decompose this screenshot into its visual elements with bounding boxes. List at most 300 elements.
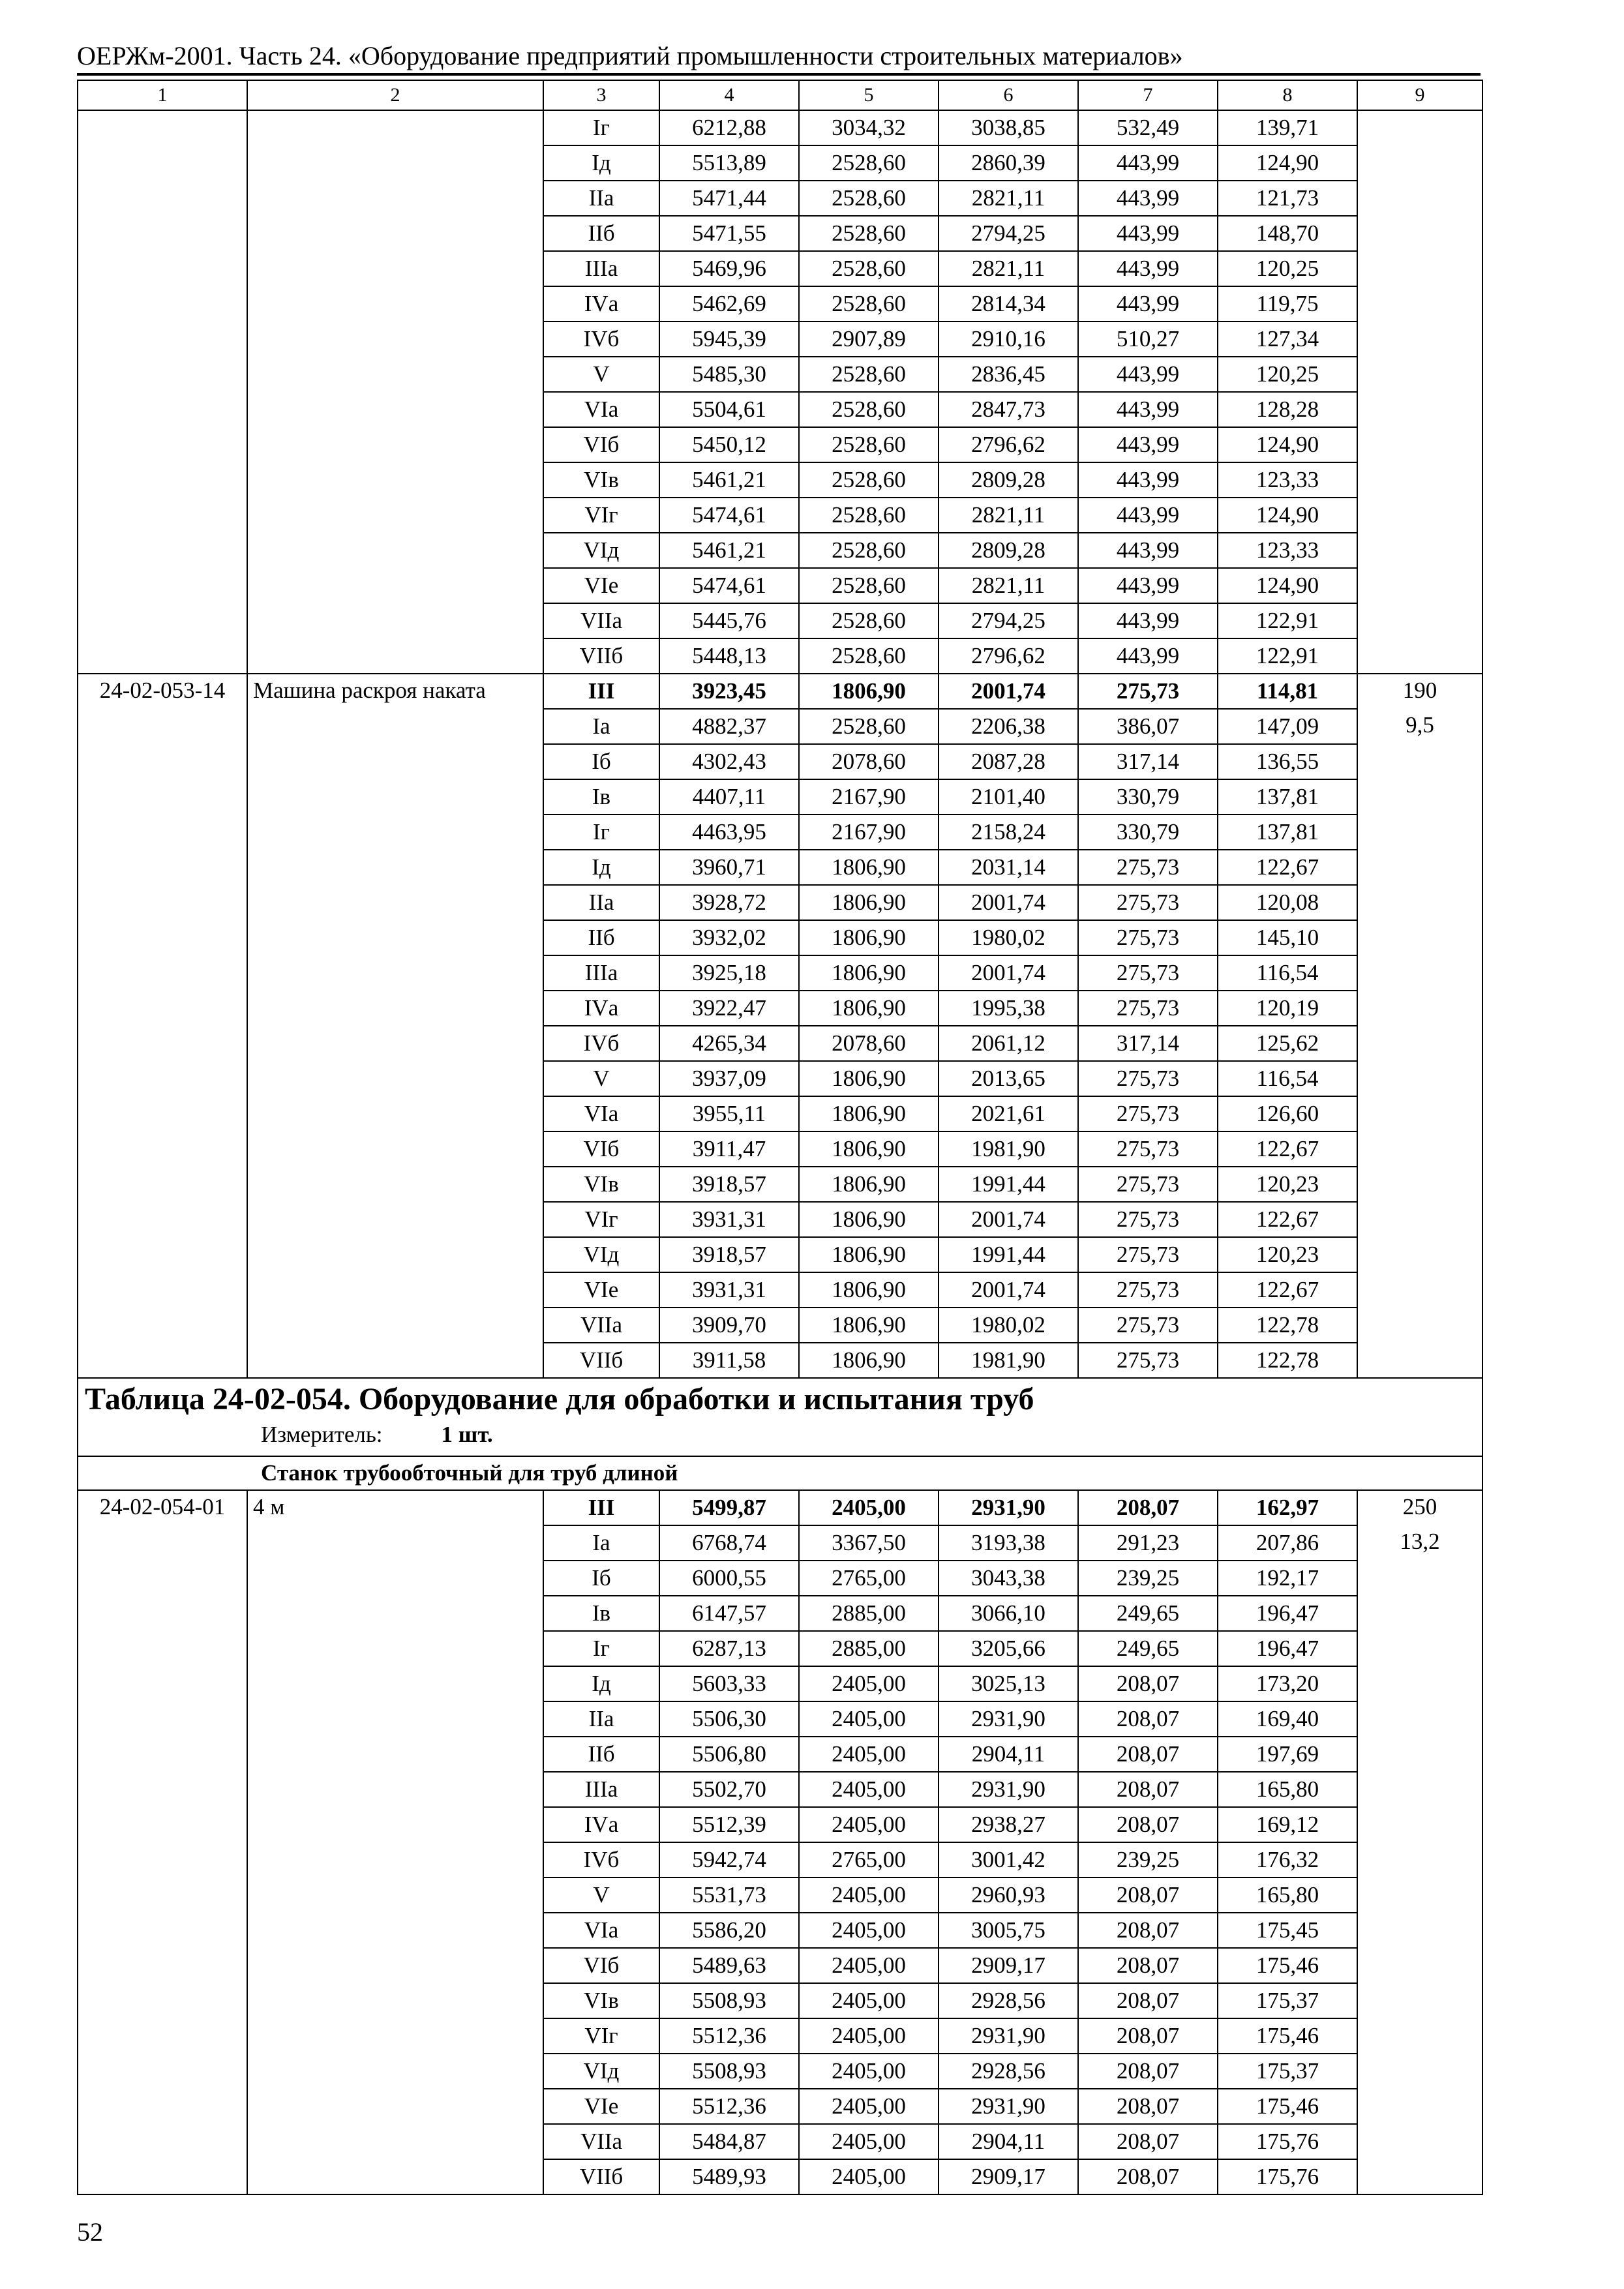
unit-label: Измеритель: bbox=[261, 1422, 383, 1447]
materials-cell: 128,28 bbox=[1218, 392, 1357, 427]
col9-cell bbox=[1357, 1983, 1482, 2018]
col9-cell bbox=[1357, 1631, 1482, 1666]
table-row bbox=[78, 1596, 1482, 1631]
column-number: 7 bbox=[1078, 80, 1218, 110]
total-cell: 5945,39 bbox=[659, 322, 799, 357]
zone-cell: VIд bbox=[543, 2054, 659, 2089]
total-cell: 5450,12 bbox=[659, 427, 799, 462]
code-cell bbox=[78, 991, 247, 1026]
wage-cell: 2528,60 bbox=[799, 638, 939, 674]
materials-cell: 122,67 bbox=[1218, 850, 1357, 885]
materials-cell: 124,90 bbox=[1218, 427, 1357, 462]
name-cell bbox=[247, 568, 543, 603]
code-cell bbox=[78, 427, 247, 462]
table-row bbox=[78, 920, 1482, 955]
wage-cell: 1806,90 bbox=[799, 920, 939, 955]
unit-value: 1 шт. bbox=[441, 1422, 493, 1447]
machine-cell: 2821,11 bbox=[939, 251, 1078, 286]
total-cell: 5461,21 bbox=[659, 462, 799, 498]
wage-cell: 2405,00 bbox=[799, 1983, 939, 2018]
code-cell bbox=[78, 2089, 247, 2124]
wage-cell: 1806,90 bbox=[799, 1061, 939, 1096]
wage-cell: 2885,00 bbox=[799, 1631, 939, 1666]
machine-cell: 2001,74 bbox=[939, 1202, 1078, 1237]
machine-cell: 2031,14 bbox=[939, 850, 1078, 885]
table-row bbox=[78, 322, 1482, 357]
wage-cell: 2167,90 bbox=[799, 779, 939, 815]
machine-cell: 2931,90 bbox=[939, 2089, 1078, 2124]
total-cell: 3918,57 bbox=[659, 1167, 799, 1202]
driver-wage-cell: 443,99 bbox=[1078, 392, 1218, 427]
total-cell: 5484,87 bbox=[659, 2124, 799, 2159]
table-body-part-2 bbox=[78, 1490, 1482, 2194]
col9-cell bbox=[1357, 1343, 1482, 1378]
col9-cell bbox=[1357, 1167, 1482, 1202]
code-cell bbox=[78, 850, 247, 885]
materials-cell: 124,90 bbox=[1218, 145, 1357, 181]
total-cell: 3928,72 bbox=[659, 885, 799, 920]
name-cell bbox=[247, 2054, 543, 2089]
driver-wage-cell: 208,07 bbox=[1078, 1701, 1218, 1737]
materials-cell: 120,08 bbox=[1218, 885, 1357, 920]
code-cell bbox=[78, 1807, 247, 1842]
col9-cell bbox=[1357, 1131, 1482, 1167]
zone-cell: VIе bbox=[543, 1272, 659, 1308]
col9-cell: 9,5 bbox=[1357, 709, 1482, 744]
total-cell: 5469,96 bbox=[659, 251, 799, 286]
col9-cell bbox=[1357, 1202, 1482, 1237]
code-cell bbox=[78, 1131, 247, 1167]
table-row bbox=[78, 2159, 1482, 2194]
zone-cell: VIб bbox=[543, 1131, 659, 1167]
driver-wage-cell: 208,07 bbox=[1078, 1737, 1218, 1772]
machine-cell: 2013,65 bbox=[939, 1061, 1078, 1096]
wage-cell: 2167,90 bbox=[799, 815, 939, 850]
driver-wage-cell: 275,73 bbox=[1078, 920, 1218, 955]
unit-line bbox=[85, 1420, 1482, 1449]
total-cell: 5513,89 bbox=[659, 145, 799, 181]
code-cell: 24-02-053-14 bbox=[78, 674, 247, 709]
col9-cell bbox=[1357, 850, 1482, 885]
name-cell bbox=[247, 1631, 543, 1666]
zone-cell: VIг bbox=[543, 2018, 659, 2054]
col9-cell bbox=[1357, 991, 1482, 1026]
code-cell bbox=[78, 498, 247, 533]
driver-wage-cell: 443,99 bbox=[1078, 603, 1218, 638]
table-row bbox=[78, 779, 1482, 815]
wage-cell: 2405,00 bbox=[799, 1490, 939, 1525]
code-cell bbox=[78, 322, 247, 357]
total-cell: 5586,20 bbox=[659, 1913, 799, 1948]
total-cell: 6147,57 bbox=[659, 1596, 799, 1631]
name-cell bbox=[247, 638, 543, 674]
col9-cell bbox=[1357, 1807, 1482, 1842]
name-cell bbox=[247, 1167, 543, 1202]
table-row bbox=[78, 1666, 1482, 1701]
header-rule bbox=[77, 73, 1481, 76]
table-row bbox=[78, 1701, 1482, 1737]
name-cell bbox=[247, 955, 543, 991]
col9-cell bbox=[1357, 638, 1482, 674]
name-cell bbox=[247, 1026, 543, 1061]
wage-cell: 1806,90 bbox=[799, 1272, 939, 1308]
price-table bbox=[77, 80, 1483, 2195]
materials-cell: 122,67 bbox=[1218, 1202, 1357, 1237]
col9-cell bbox=[1357, 498, 1482, 533]
materials-cell: 196,47 bbox=[1218, 1631, 1357, 1666]
materials-cell: 124,90 bbox=[1218, 498, 1357, 533]
driver-wage-cell: 510,27 bbox=[1078, 322, 1218, 357]
materials-cell: 173,20 bbox=[1218, 1666, 1357, 1701]
code-cell bbox=[78, 603, 247, 638]
total-cell: 3923,45 bbox=[659, 674, 799, 709]
wage-cell: 2405,00 bbox=[799, 1701, 939, 1737]
name-cell: Машина раскроя наката bbox=[247, 674, 543, 709]
code-cell bbox=[78, 1167, 247, 1202]
name-cell bbox=[247, 1308, 543, 1343]
name-cell bbox=[247, 1878, 543, 1913]
machine-cell: 3025,13 bbox=[939, 1666, 1078, 1701]
name-cell: 4 м bbox=[247, 1490, 543, 1525]
table-row bbox=[78, 674, 1482, 709]
wage-cell: 2528,60 bbox=[799, 357, 939, 392]
materials-cell: 126,60 bbox=[1218, 1096, 1357, 1131]
code-cell bbox=[78, 638, 247, 674]
code-cell bbox=[78, 920, 247, 955]
code-cell bbox=[78, 568, 247, 603]
subheader: Станок трубообточный для труб длиной bbox=[78, 1456, 1482, 1490]
driver-wage-cell: 443,99 bbox=[1078, 427, 1218, 462]
materials-cell: 116,54 bbox=[1218, 955, 1357, 991]
driver-wage-cell: 275,73 bbox=[1078, 1272, 1218, 1308]
materials-cell: 122,91 bbox=[1218, 603, 1357, 638]
table-title-row bbox=[78, 1378, 1482, 1456]
total-cell: 5504,61 bbox=[659, 392, 799, 427]
wage-cell: 3034,32 bbox=[799, 110, 939, 145]
wage-cell: 1806,90 bbox=[799, 850, 939, 885]
wage-cell: 2765,00 bbox=[799, 1561, 939, 1596]
total-cell: 5506,80 bbox=[659, 1737, 799, 1772]
wage-cell: 1806,90 bbox=[799, 991, 939, 1026]
zone-cell: V bbox=[543, 1061, 659, 1096]
total-cell: 5489,63 bbox=[659, 1948, 799, 1983]
materials-cell: 136,55 bbox=[1218, 744, 1357, 779]
wage-cell: 2528,60 bbox=[799, 603, 939, 638]
driver-wage-cell: 443,99 bbox=[1078, 498, 1218, 533]
col9-cell bbox=[1357, 462, 1482, 498]
zone-cell: VIIб bbox=[543, 1343, 659, 1378]
wage-cell: 2528,60 bbox=[799, 462, 939, 498]
name-cell bbox=[247, 216, 543, 251]
table-row bbox=[78, 2089, 1482, 2124]
materials-cell: 147,09 bbox=[1218, 709, 1357, 744]
col9-cell bbox=[1357, 1272, 1482, 1308]
column-number: 2 bbox=[247, 80, 543, 110]
code-cell bbox=[78, 2124, 247, 2159]
total-cell: 5471,55 bbox=[659, 216, 799, 251]
table-row bbox=[78, 1913, 1482, 1948]
column-number: 1 bbox=[78, 80, 247, 110]
machine-cell: 1995,38 bbox=[939, 991, 1078, 1026]
code-cell bbox=[78, 1948, 247, 1983]
col9-cell: 250 bbox=[1357, 1490, 1482, 1525]
zone-cell: VIIа bbox=[543, 1308, 659, 1343]
col9-cell bbox=[1357, 1842, 1482, 1878]
wage-cell: 1806,90 bbox=[799, 1131, 939, 1167]
materials-cell: 165,80 bbox=[1218, 1772, 1357, 1807]
materials-cell: 122,91 bbox=[1218, 638, 1357, 674]
materials-cell: 114,81 bbox=[1218, 674, 1357, 709]
col9-cell bbox=[1357, 1913, 1482, 1948]
materials-cell: 207,86 bbox=[1218, 1525, 1357, 1561]
total-cell: 5489,93 bbox=[659, 2159, 799, 2194]
code-cell bbox=[78, 1026, 247, 1061]
materials-cell: 197,69 bbox=[1218, 1737, 1357, 1772]
driver-wage-cell: 386,07 bbox=[1078, 709, 1218, 744]
table-row bbox=[78, 1237, 1482, 1272]
col9-cell bbox=[1357, 1096, 1482, 1131]
total-cell: 3911,47 bbox=[659, 1131, 799, 1167]
col9-cell bbox=[1357, 1701, 1482, 1737]
machine-cell: 2821,11 bbox=[939, 498, 1078, 533]
code-cell bbox=[78, 251, 247, 286]
driver-wage-cell: 208,07 bbox=[1078, 2124, 1218, 2159]
zone-cell: VIе bbox=[543, 568, 659, 603]
machine-cell: 2821,11 bbox=[939, 181, 1078, 216]
wage-cell: 2528,60 bbox=[799, 709, 939, 744]
driver-wage-cell: 208,07 bbox=[1078, 1948, 1218, 1983]
table-row bbox=[78, 392, 1482, 427]
total-cell: 5506,30 bbox=[659, 1701, 799, 1737]
code-cell bbox=[78, 533, 247, 568]
driver-wage-cell: 275,73 bbox=[1078, 1096, 1218, 1131]
materials-cell: 145,10 bbox=[1218, 920, 1357, 955]
machine-cell: 2928,56 bbox=[939, 2054, 1078, 2089]
table-row bbox=[78, 2054, 1482, 2089]
wage-cell: 1806,90 bbox=[799, 1237, 939, 1272]
machine-cell: 2001,74 bbox=[939, 674, 1078, 709]
zone-cell: VIд bbox=[543, 1237, 659, 1272]
materials-cell: 120,25 bbox=[1218, 251, 1357, 286]
driver-wage-cell: 275,73 bbox=[1078, 1343, 1218, 1378]
machine-cell: 2101,40 bbox=[939, 779, 1078, 815]
column-number: 3 bbox=[543, 80, 659, 110]
column-number-row bbox=[78, 80, 1482, 110]
column-number: 5 bbox=[799, 80, 939, 110]
wage-cell: 1806,90 bbox=[799, 1167, 939, 1202]
zone-cell: IIб bbox=[543, 216, 659, 251]
name-cell bbox=[247, 251, 543, 286]
col9-cell bbox=[1357, 2089, 1482, 2124]
driver-wage-cell: 208,07 bbox=[1078, 1878, 1218, 1913]
col9-cell bbox=[1357, 2018, 1482, 2054]
table-row bbox=[78, 1842, 1482, 1878]
column-number: 9 bbox=[1357, 80, 1482, 110]
total-cell: 5508,93 bbox=[659, 1983, 799, 2018]
machine-cell: 2021,61 bbox=[939, 1096, 1078, 1131]
machine-cell: 1991,44 bbox=[939, 1167, 1078, 1202]
materials-cell: 175,37 bbox=[1218, 1983, 1357, 2018]
machine-cell: 2001,74 bbox=[939, 1272, 1078, 1308]
driver-wage-cell: 208,07 bbox=[1078, 2018, 1218, 2054]
table-row bbox=[78, 744, 1482, 779]
zone-cell: IIIа bbox=[543, 955, 659, 991]
table-row bbox=[78, 1807, 1482, 1842]
driver-wage-cell: 443,99 bbox=[1078, 638, 1218, 674]
materials-cell: 176,32 bbox=[1218, 1842, 1357, 1878]
zone-cell: V bbox=[543, 357, 659, 392]
col9-cell bbox=[1357, 815, 1482, 850]
machine-cell: 2809,28 bbox=[939, 462, 1078, 498]
zone-cell: VIа bbox=[543, 392, 659, 427]
name-cell bbox=[247, 885, 543, 920]
table-body-part-1 bbox=[78, 80, 1482, 1378]
name-cell bbox=[247, 1596, 543, 1631]
col9-cell bbox=[1357, 286, 1482, 322]
machine-cell: 2847,73 bbox=[939, 392, 1078, 427]
name-cell bbox=[247, 1701, 543, 1737]
zone-cell: Iб bbox=[543, 744, 659, 779]
table-row bbox=[78, 815, 1482, 850]
col9-cell bbox=[1357, 1666, 1482, 1701]
driver-wage-cell: 275,73 bbox=[1078, 1237, 1218, 1272]
name-cell bbox=[247, 2159, 543, 2194]
materials-cell: 175,76 bbox=[1218, 2124, 1357, 2159]
table-row bbox=[78, 1061, 1482, 1096]
name-cell bbox=[247, 603, 543, 638]
col9-cell bbox=[1357, 533, 1482, 568]
total-cell: 6768,74 bbox=[659, 1525, 799, 1561]
table-row bbox=[78, 1772, 1482, 1807]
total-cell: 5508,93 bbox=[659, 2054, 799, 2089]
zone-cell: Iб bbox=[543, 1561, 659, 1596]
code-cell bbox=[78, 779, 247, 815]
materials-cell: 169,40 bbox=[1218, 1701, 1357, 1737]
machine-cell: 3193,38 bbox=[939, 1525, 1078, 1561]
materials-cell: 120,23 bbox=[1218, 1167, 1357, 1202]
zone-cell: III bbox=[543, 674, 659, 709]
code-cell bbox=[78, 1061, 247, 1096]
zone-cell: VIIб bbox=[543, 2159, 659, 2194]
zone-cell: VIг bbox=[543, 498, 659, 533]
wage-cell: 2528,60 bbox=[799, 286, 939, 322]
table-row bbox=[78, 955, 1482, 991]
materials-cell: 139,71 bbox=[1218, 110, 1357, 145]
wage-cell: 3367,50 bbox=[799, 1525, 939, 1561]
table-row bbox=[78, 1737, 1482, 1772]
zone-cell: IIа bbox=[543, 1701, 659, 1737]
driver-wage-cell: 275,73 bbox=[1078, 850, 1218, 885]
materials-cell: 175,76 bbox=[1218, 2159, 1357, 2194]
materials-cell: 127,34 bbox=[1218, 322, 1357, 357]
wage-cell: 2405,00 bbox=[799, 2018, 939, 2054]
total-cell: 5499,87 bbox=[659, 1490, 799, 1525]
total-cell: 3931,31 bbox=[659, 1202, 799, 1237]
name-cell bbox=[247, 815, 543, 850]
driver-wage-cell: 330,79 bbox=[1078, 779, 1218, 815]
machine-cell: 2794,25 bbox=[939, 603, 1078, 638]
driver-wage-cell: 208,07 bbox=[1078, 1807, 1218, 1842]
machine-cell: 2931,90 bbox=[939, 1490, 1078, 1525]
wage-cell: 2078,60 bbox=[799, 744, 939, 779]
driver-wage-cell: 330,79 bbox=[1078, 815, 1218, 850]
code-cell bbox=[78, 145, 247, 181]
col9-cell bbox=[1357, 1026, 1482, 1061]
materials-cell: 137,81 bbox=[1218, 779, 1357, 815]
materials-cell: 122,67 bbox=[1218, 1272, 1357, 1308]
machine-cell: 2001,74 bbox=[939, 885, 1078, 920]
total-cell: 5461,21 bbox=[659, 533, 799, 568]
wage-cell: 2405,00 bbox=[799, 1772, 939, 1807]
code-cell bbox=[78, 1772, 247, 1807]
col9-cell bbox=[1357, 1561, 1482, 1596]
driver-wage-cell: 275,73 bbox=[1078, 885, 1218, 920]
wage-cell: 2907,89 bbox=[799, 322, 939, 357]
name-cell bbox=[247, 991, 543, 1026]
machine-cell: 2931,90 bbox=[939, 1772, 1078, 1807]
col9-cell bbox=[1357, 322, 1482, 357]
wage-cell: 2405,00 bbox=[799, 1913, 939, 1948]
table-row bbox=[78, 181, 1482, 216]
machine-cell: 2814,34 bbox=[939, 286, 1078, 322]
col9-cell bbox=[1357, 216, 1482, 251]
materials-cell: 175,46 bbox=[1218, 2018, 1357, 2054]
wage-cell: 2405,00 bbox=[799, 1807, 939, 1842]
code-cell bbox=[78, 1525, 247, 1561]
zone-cell: Iа bbox=[543, 1525, 659, 1561]
total-cell: 5462,69 bbox=[659, 286, 799, 322]
wage-cell: 2405,00 bbox=[799, 1737, 939, 1772]
table-row bbox=[78, 709, 1482, 744]
wage-cell: 2405,00 bbox=[799, 1878, 939, 1913]
wage-cell: 2405,00 bbox=[799, 1948, 939, 1983]
name-cell bbox=[247, 1948, 543, 1983]
wage-cell: 1806,90 bbox=[799, 1343, 939, 1378]
total-cell: 6287,13 bbox=[659, 1631, 799, 1666]
materials-cell: 169,12 bbox=[1218, 1807, 1357, 1842]
col9-cell bbox=[1357, 1596, 1482, 1631]
total-cell: 5512,39 bbox=[659, 1807, 799, 1842]
table-title: Таблица 24-02-054. Оборудование для обработки и испытания труб bbox=[85, 1382, 1034, 1416]
table-row bbox=[78, 1131, 1482, 1167]
code-cell bbox=[78, 1631, 247, 1666]
table-row bbox=[78, 145, 1482, 181]
machine-cell: 2909,17 bbox=[939, 1948, 1078, 1983]
code-cell bbox=[78, 286, 247, 322]
total-cell: 5445,76 bbox=[659, 603, 799, 638]
wage-cell: 2405,00 bbox=[799, 2089, 939, 2124]
zone-cell: Iг bbox=[543, 1631, 659, 1666]
code-cell bbox=[78, 1308, 247, 1343]
zone-cell: III bbox=[543, 1490, 659, 1525]
total-cell: 3955,11 bbox=[659, 1096, 799, 1131]
code-cell bbox=[78, 1237, 247, 1272]
name-cell bbox=[247, 920, 543, 955]
name-cell bbox=[247, 1666, 543, 1701]
driver-wage-cell: 275,73 bbox=[1078, 1202, 1218, 1237]
col9-cell bbox=[1357, 568, 1482, 603]
machine-cell: 1991,44 bbox=[939, 1237, 1078, 1272]
machine-cell: 1981,90 bbox=[939, 1131, 1078, 1167]
machine-cell: 3205,66 bbox=[939, 1631, 1078, 1666]
name-cell bbox=[247, 181, 543, 216]
driver-wage-cell: 275,73 bbox=[1078, 1061, 1218, 1096]
machine-cell: 2158,24 bbox=[939, 815, 1078, 850]
materials-cell: 162,97 bbox=[1218, 1490, 1357, 1525]
code-cell bbox=[78, 744, 247, 779]
total-cell: 4407,11 bbox=[659, 779, 799, 815]
name-cell bbox=[247, 2018, 543, 2054]
